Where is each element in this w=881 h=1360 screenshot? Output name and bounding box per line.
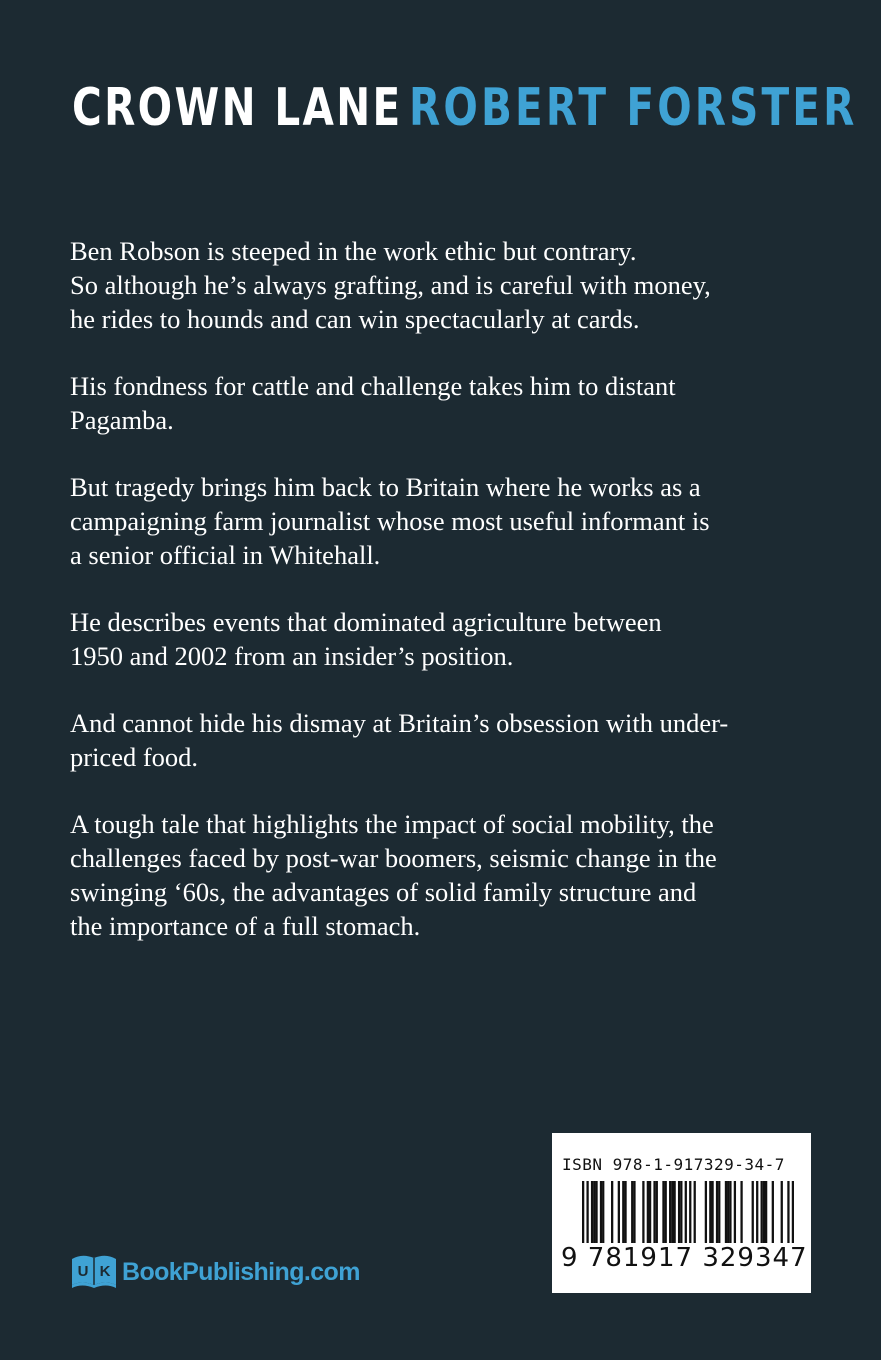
uk-book-icon [70, 1253, 118, 1291]
isbn-label: ISBN 978-1-917329-34-7 [562, 1155, 785, 1174]
isbn-barcode [552, 1133, 811, 1293]
blurb [70, 234, 770, 976]
blurb-paragraph: And cannot hide his dismay at Britain’s obsession with under- priced food. [70, 708, 729, 772]
blurb-paragraph: But tragedy brings him back to Britain where he works as a campaigning farm journalist whose most useful informant is a senior official in Whitehall. [70, 472, 710, 570]
uk-icon-letter-u: U [77, 1263, 89, 1280]
uk-icon-letter-k: K [99, 1263, 111, 1280]
ean-digits-text: 9 781917 329347 [561, 1243, 808, 1273]
ean-digits [560, 1243, 809, 1273]
book-author: ROBERT FORSTER [409, 78, 858, 138]
blurb-paragraph: He describes events that dominated agriculture between 1950 and 2002 from an insider’s position. [70, 607, 662, 671]
publisher-logo [70, 1252, 360, 1292]
blurb-paragraph: His fondness for cattle and challenge takes him to distant Pagamba. [70, 371, 676, 435]
blurb-paragraph: A tough tale that highlights the impact of social mobility, the challenges faced by post-war boomers, seismic change in the swinging ‘60s, the advantages of solid family structure and the importance of a full stomach. [70, 809, 717, 941]
book-title: CROWN LANE [72, 78, 403, 138]
blurb-paragraph: Ben Robson is steeped in the work ethic but contrary. So although he’s always grafting, and is careful with money, he rides to hounds and can win spectacularly at cards. [70, 236, 711, 334]
publisher-name: BookPublishing.com [122, 1257, 360, 1286]
